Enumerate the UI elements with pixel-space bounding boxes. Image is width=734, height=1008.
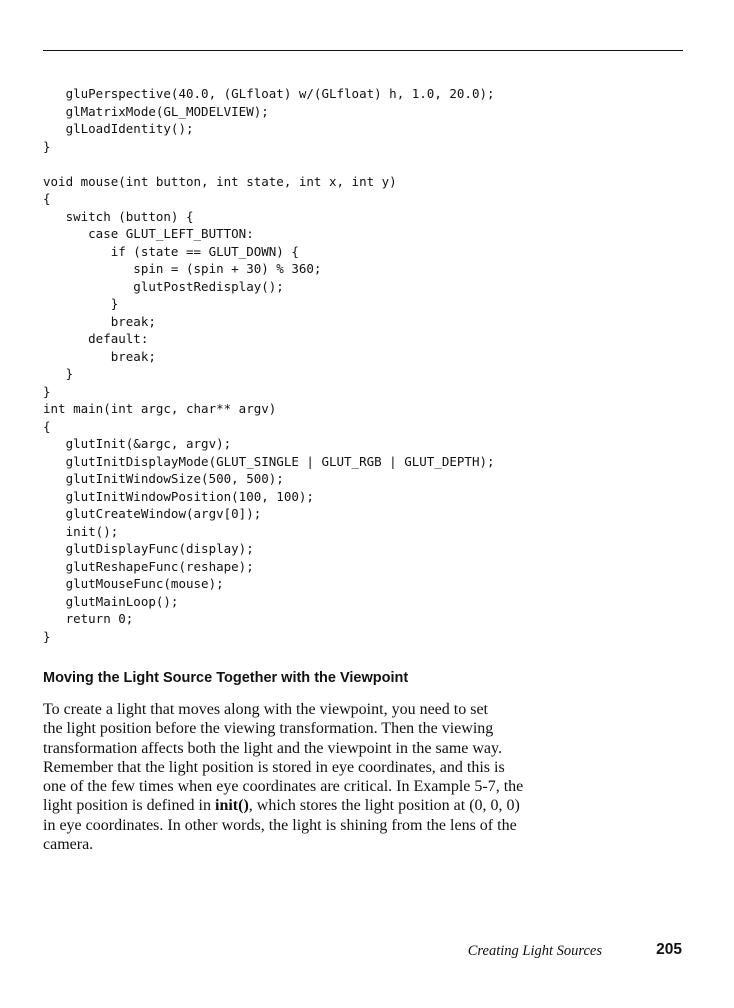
code-line: glMatrixMode(GL_MODELVIEW); bbox=[43, 103, 269, 119]
code-line bbox=[43, 155, 495, 173]
paragraph-line: the light position before the viewing transformation. Then the viewing bbox=[43, 720, 494, 738]
code-line: glutCreateWindow(argv[0]); bbox=[43, 506, 262, 521]
code-line: gluPerspective(40.0, (GLfloat) w/(GLfloat) h, 1.0, 20.0); bbox=[43, 86, 495, 101]
code-line: break; bbox=[43, 348, 156, 364]
code-line: int main(int argc, char** argv) bbox=[43, 401, 277, 416]
code-line: } bbox=[43, 383, 51, 399]
body-paragraph bbox=[43, 700, 683, 854]
paragraph-line: in eye coordinates. In other words, the light is shining from the lens of the bbox=[43, 816, 517, 834]
code-line: glutInitWindowSize(500, 500); bbox=[43, 471, 284, 486]
code-line: void mouse(int button, int state, int x, int y) bbox=[43, 173, 397, 189]
running-footer-title: Creating Light Sources bbox=[467, 943, 602, 959]
code-line: } bbox=[43, 296, 119, 311]
code-line: glutPostRedisplay(); bbox=[43, 278, 284, 294]
paragraph-line: transformation affects both the light and the viewpoint in the same way. bbox=[43, 739, 502, 757]
code-line: } bbox=[43, 366, 74, 381]
code-line: { bbox=[43, 418, 51, 434]
code-line: break; bbox=[43, 313, 156, 329]
code-line: case GLUT_LEFT_BUTTON: bbox=[43, 226, 254, 241]
code-line: glutMouseFunc(mouse); bbox=[43, 576, 224, 591]
paragraph-line: Remember that the light position is stored in eye coordinates, and this is bbox=[43, 758, 505, 776]
code-line: glutReshapeFunc(reshape); bbox=[43, 558, 254, 574]
code-line: default: bbox=[43, 331, 149, 346]
code-line: } bbox=[43, 138, 51, 154]
paragraph-line: To create a light that moves along with the viewpoint, you need to set bbox=[43, 701, 488, 718]
paragraph-line: camera. bbox=[43, 836, 94, 854]
code-line: glutMainLoop(); bbox=[43, 593, 179, 609]
code-line: { bbox=[43, 191, 51, 206]
code-line: glLoadIdentity(); bbox=[43, 121, 194, 136]
code-line: glutInit(&argc, argv); bbox=[43, 436, 232, 451]
function-name: init() bbox=[215, 797, 249, 815]
code-line: init(); bbox=[43, 523, 119, 539]
paragraph-line: one of the few times when eye coordinates are critical. In Example 5-7, the bbox=[43, 778, 524, 796]
header-rule bbox=[43, 50, 683, 51]
paragraph-line bbox=[43, 796, 683, 815]
code-line: return 0; bbox=[43, 611, 134, 626]
code-line: switch (button) { bbox=[43, 208, 194, 224]
paragraph-text: light position is defined in bbox=[43, 797, 215, 815]
paragraph-text: , which stores the light position at (0, 0, 0) bbox=[248, 797, 520, 815]
section-heading: Moving the Light Source Together with the Viewpoint bbox=[43, 670, 409, 686]
code-line: spin = (spin + 30) % 360; bbox=[43, 261, 322, 276]
code-line: } bbox=[43, 628, 51, 644]
code-line: if (state == GLUT_DOWN) { bbox=[43, 243, 299, 259]
code-line: glutDisplayFunc(display); bbox=[43, 541, 254, 556]
page-number: 205 bbox=[656, 941, 682, 958]
code-line: glutInitDisplayMode(GLUT_SINGLE | GLUT_RGB | GLUT_DEPTH); bbox=[43, 453, 495, 469]
code-line: glutInitWindowPosition(100, 100); bbox=[43, 488, 314, 504]
code-listing bbox=[43, 85, 495, 645]
